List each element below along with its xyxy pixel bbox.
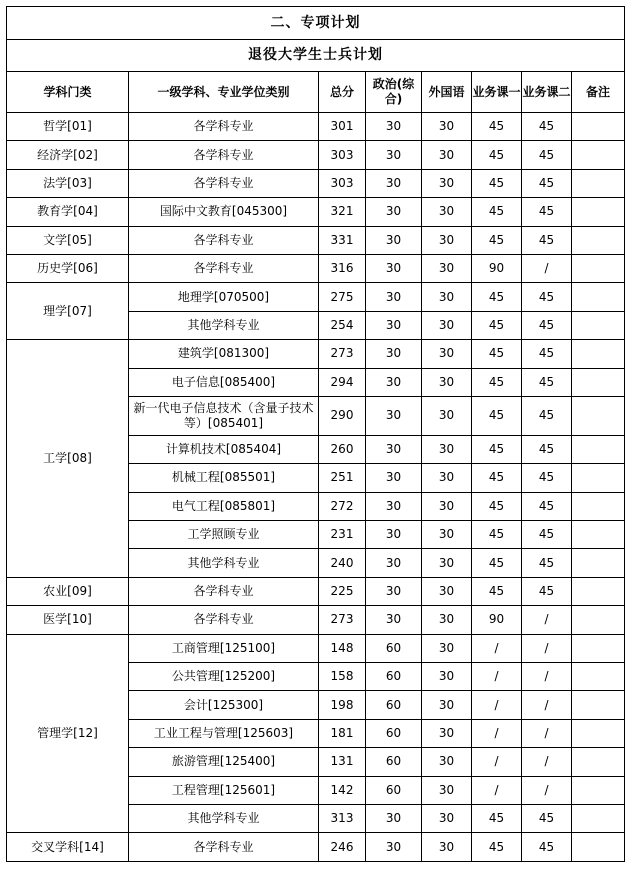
politics-cell: 30 [366, 549, 422, 577]
note-cell [572, 198, 625, 226]
score-table [6, 6, 625, 862]
course1-cell: 45 [472, 577, 522, 605]
politics-cell: 30 [366, 396, 422, 435]
major-cell: 工业工程与管理[125603] [129, 719, 319, 747]
table-row [7, 634, 625, 662]
course2-cell: / [522, 748, 572, 776]
major-cell: 工学照顾专业 [129, 521, 319, 549]
language-cell: 30 [422, 776, 472, 804]
politics-cell: 60 [366, 748, 422, 776]
note-cell [572, 833, 625, 861]
note-cell [572, 226, 625, 254]
politics-cell: 60 [366, 663, 422, 691]
major-cell: 其他学科专业 [129, 549, 319, 577]
course1-cell: 45 [472, 549, 522, 577]
major-cell: 国际中文教育[045300] [129, 198, 319, 226]
table-row [7, 169, 625, 197]
score-table-container [6, 6, 624, 862]
major-cell: 各学科专业 [129, 577, 319, 605]
language-cell: 30 [422, 283, 472, 311]
note-cell [572, 663, 625, 691]
major-cell: 其他学科专业 [129, 311, 319, 339]
category-cell: 文学[05] [7, 226, 129, 254]
politics-cell: 60 [366, 776, 422, 804]
politics-cell: 30 [366, 198, 422, 226]
total-cell: 148 [319, 634, 366, 662]
note-cell [572, 492, 625, 520]
politics-cell: 30 [366, 226, 422, 254]
language-cell: 30 [422, 113, 472, 141]
major-cell: 电气工程[085801] [129, 492, 319, 520]
course1-cell: 45 [472, 492, 522, 520]
course2-cell: 45 [522, 492, 572, 520]
language-cell: 30 [422, 340, 472, 368]
course1-cell: 45 [472, 464, 522, 492]
course1-cell: 45 [472, 198, 522, 226]
course2-cell: 45 [522, 577, 572, 605]
course2-cell: 45 [522, 435, 572, 463]
major-cell: 会计[125300] [129, 691, 319, 719]
note-cell [572, 311, 625, 339]
total-cell: 198 [319, 691, 366, 719]
language-cell: 30 [422, 719, 472, 747]
total-cell: 316 [319, 254, 366, 282]
category-cell: 工学[08] [7, 340, 129, 578]
major-cell: 其他学科专业 [129, 804, 319, 832]
language-cell: 30 [422, 606, 472, 634]
header-total: 总分 [319, 72, 366, 113]
total-cell: 181 [319, 719, 366, 747]
category-cell: 医学[10] [7, 606, 129, 634]
language-cell: 30 [422, 198, 472, 226]
course2-cell: 45 [522, 368, 572, 396]
politics-cell: 60 [366, 691, 422, 719]
plan-title: 退役大学生士兵计划 [7, 40, 625, 72]
course2-cell: 45 [522, 283, 572, 311]
total-cell: 303 [319, 141, 366, 169]
category-cell: 交叉学科[14] [7, 833, 129, 861]
politics-cell: 60 [366, 634, 422, 662]
note-cell [572, 283, 625, 311]
course1-cell: 45 [472, 169, 522, 197]
table-row [7, 226, 625, 254]
total-cell: 231 [319, 521, 366, 549]
course2-cell: 45 [522, 226, 572, 254]
course2-cell: 45 [522, 521, 572, 549]
course1-cell: / [472, 663, 522, 691]
course1-cell: / [472, 634, 522, 662]
major-cell: 工程管理[125601] [129, 776, 319, 804]
language-cell: 30 [422, 804, 472, 832]
note-cell [572, 804, 625, 832]
politics-cell: 30 [366, 283, 422, 311]
language-cell: 30 [422, 368, 472, 396]
course1-cell: 45 [472, 521, 522, 549]
note-cell [572, 169, 625, 197]
total-cell: 240 [319, 549, 366, 577]
table-row [7, 833, 625, 861]
category-cell: 经济学[02] [7, 141, 129, 169]
category-cell: 法学[03] [7, 169, 129, 197]
total-cell: 158 [319, 663, 366, 691]
note-cell [572, 719, 625, 747]
course2-cell: / [522, 691, 572, 719]
note-cell [572, 521, 625, 549]
course2-cell: 45 [522, 396, 572, 435]
section-title: 二、专项计划 [7, 7, 625, 40]
total-cell: 142 [319, 776, 366, 804]
course1-cell: 45 [472, 435, 522, 463]
course1-cell: 45 [472, 340, 522, 368]
politics-cell: 30 [366, 521, 422, 549]
course1-cell: 45 [472, 283, 522, 311]
language-cell: 30 [422, 226, 472, 254]
politics-cell: 30 [366, 113, 422, 141]
table-row [7, 141, 625, 169]
course1-cell: 45 [472, 396, 522, 435]
language-cell: 30 [422, 464, 472, 492]
course1-cell: 45 [472, 113, 522, 141]
header-course2: 业务课二 [522, 72, 572, 113]
language-cell: 30 [422, 311, 472, 339]
category-cell: 管理学[12] [7, 634, 129, 833]
table-row [7, 283, 625, 311]
politics-cell: 30 [366, 606, 422, 634]
note-cell [572, 141, 625, 169]
course2-cell: 45 [522, 198, 572, 226]
note-cell [572, 254, 625, 282]
major-cell: 工商管理[125100] [129, 634, 319, 662]
major-cell: 各学科专业 [129, 113, 319, 141]
category-cell: 农业[09] [7, 577, 129, 605]
total-cell: 273 [319, 606, 366, 634]
note-cell [572, 776, 625, 804]
course2-cell: / [522, 719, 572, 747]
major-cell: 电子信息[085400] [129, 368, 319, 396]
course2-cell: 45 [522, 340, 572, 368]
major-cell: 新一代电子信息技术（含量子技术等）[085401] [129, 396, 319, 435]
politics-cell: 30 [366, 254, 422, 282]
category-cell: 哲学[01] [7, 113, 129, 141]
politics-cell: 30 [366, 368, 422, 396]
language-cell: 30 [422, 396, 472, 435]
politics-cell: 30 [366, 340, 422, 368]
politics-cell: 30 [366, 435, 422, 463]
major-cell: 机械工程[085501] [129, 464, 319, 492]
total-cell: 251 [319, 464, 366, 492]
total-cell: 246 [319, 833, 366, 861]
major-cell: 各学科专业 [129, 169, 319, 197]
total-cell: 225 [319, 577, 366, 605]
course1-cell: 45 [472, 833, 522, 861]
language-cell: 30 [422, 691, 472, 719]
course1-cell: / [472, 719, 522, 747]
course1-cell: / [472, 691, 522, 719]
major-cell: 各学科专业 [129, 254, 319, 282]
course1-cell: 90 [472, 606, 522, 634]
total-cell: 131 [319, 748, 366, 776]
total-cell: 272 [319, 492, 366, 520]
politics-cell: 30 [366, 169, 422, 197]
major-cell: 各学科专业 [129, 606, 319, 634]
table-row [7, 113, 625, 141]
note-cell [572, 577, 625, 605]
total-cell: 290 [319, 396, 366, 435]
language-cell: 30 [422, 254, 472, 282]
course2-cell: 45 [522, 169, 572, 197]
header-course1: 业务课一 [472, 72, 522, 113]
politics-cell: 30 [366, 492, 422, 520]
language-cell: 30 [422, 577, 472, 605]
language-cell: 30 [422, 169, 472, 197]
total-cell: 321 [319, 198, 366, 226]
major-cell: 建筑学[081300] [129, 340, 319, 368]
table-row [7, 340, 625, 368]
total-cell: 260 [319, 435, 366, 463]
note-cell [572, 396, 625, 435]
table-row [7, 577, 625, 605]
note-cell [572, 340, 625, 368]
header-major: 一级学科、专业学位类别 [129, 72, 319, 113]
course2-cell: 45 [522, 113, 572, 141]
politics-cell: 30 [366, 804, 422, 832]
language-cell: 30 [422, 833, 472, 861]
total-cell: 273 [319, 340, 366, 368]
category-cell: 理学[07] [7, 283, 129, 340]
major-cell: 公共管理[125200] [129, 663, 319, 691]
language-cell: 30 [422, 663, 472, 691]
language-cell: 30 [422, 521, 472, 549]
language-cell: 30 [422, 634, 472, 662]
table-row [7, 606, 625, 634]
course2-cell: 45 [522, 141, 572, 169]
politics-cell: 30 [366, 577, 422, 605]
major-cell: 各学科专业 [129, 833, 319, 861]
note-cell [572, 368, 625, 396]
total-cell: 254 [319, 311, 366, 339]
category-cell: 教育学[04] [7, 198, 129, 226]
course1-cell: 90 [472, 254, 522, 282]
course1-cell: 45 [472, 141, 522, 169]
course1-cell: 45 [472, 311, 522, 339]
course2-cell: / [522, 254, 572, 282]
note-cell [572, 691, 625, 719]
language-cell: 30 [422, 141, 472, 169]
politics-cell: 30 [366, 464, 422, 492]
course1-cell: / [472, 748, 522, 776]
total-cell: 294 [319, 368, 366, 396]
total-cell: 331 [319, 226, 366, 254]
course2-cell: 45 [522, 833, 572, 861]
language-cell: 30 [422, 549, 472, 577]
header-category: 学科门类 [7, 72, 129, 113]
language-cell: 30 [422, 748, 472, 776]
table-row [7, 254, 625, 282]
language-cell: 30 [422, 435, 472, 463]
politics-cell: 30 [366, 141, 422, 169]
header-politics: 政治(综合) [366, 72, 422, 113]
course1-cell: 45 [472, 804, 522, 832]
note-cell [572, 606, 625, 634]
table-row [7, 198, 625, 226]
note-cell [572, 435, 625, 463]
politics-cell: 60 [366, 719, 422, 747]
language-cell: 30 [422, 492, 472, 520]
note-cell [572, 113, 625, 141]
course2-cell: 45 [522, 311, 572, 339]
course2-cell: 45 [522, 464, 572, 492]
note-cell [572, 549, 625, 577]
politics-cell: 30 [366, 311, 422, 339]
course1-cell: 45 [472, 226, 522, 254]
category-cell: 历史学[06] [7, 254, 129, 282]
course1-cell: / [472, 776, 522, 804]
politics-cell: 30 [366, 833, 422, 861]
header-note: 备注 [572, 72, 625, 113]
course1-cell: 45 [472, 368, 522, 396]
note-cell [572, 748, 625, 776]
major-cell: 旅游管理[125400] [129, 748, 319, 776]
course2-cell: / [522, 776, 572, 804]
course2-cell: 45 [522, 804, 572, 832]
total-cell: 275 [319, 283, 366, 311]
major-cell: 各学科专业 [129, 226, 319, 254]
major-cell: 地理学[070500] [129, 283, 319, 311]
course2-cell: / [522, 634, 572, 662]
major-cell: 各学科专业 [129, 141, 319, 169]
course2-cell: / [522, 606, 572, 634]
major-cell: 计算机技术[085404] [129, 435, 319, 463]
total-cell: 313 [319, 804, 366, 832]
course2-cell: / [522, 663, 572, 691]
note-cell [572, 634, 625, 662]
total-cell: 301 [319, 113, 366, 141]
note-cell [572, 464, 625, 492]
header-language: 外国语 [422, 72, 472, 113]
course2-cell: 45 [522, 549, 572, 577]
total-cell: 303 [319, 169, 366, 197]
